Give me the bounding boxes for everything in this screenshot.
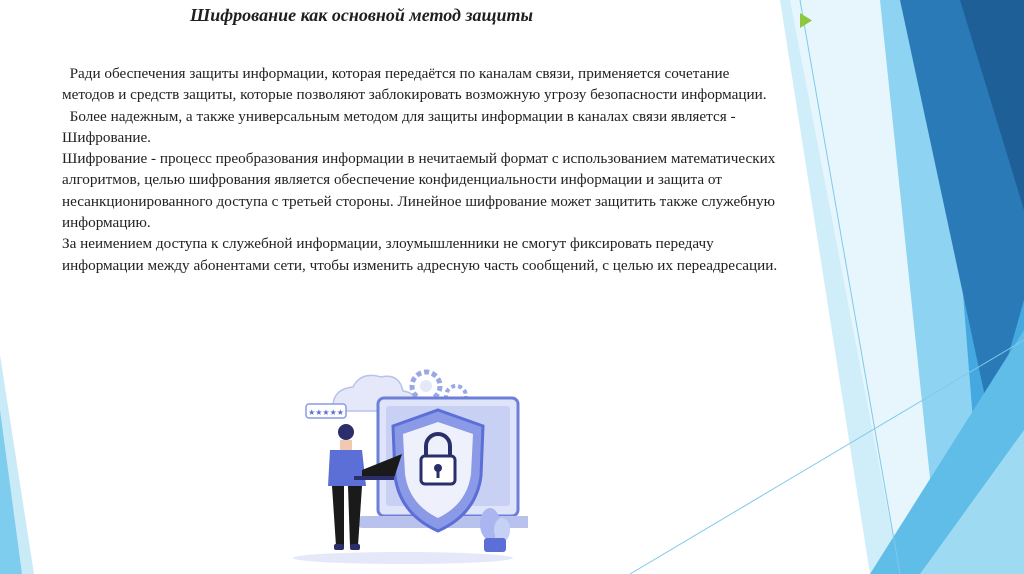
rating-badge (306, 404, 346, 418)
person-figure (328, 424, 366, 550)
paragraph-2: Более надежным, а также универсальным методом для защиты информации в каналах связи является - Шифрование. (62, 107, 736, 146)
floor-shadow (293, 552, 513, 564)
security-illustration (278, 366, 528, 568)
slide-body (62, 63, 782, 276)
rating-stars: ★★★★★ (308, 408, 344, 417)
paragraph-3: Шифрование - процесс преобразования информации в нечитаемый формат с использованием математических алгоритмов, целью шифрования является обеспечение конфиденциальности информации и защита от несанкционированного доступа с третьей стороны. Линейное шифрование может защитить также служебную информацию. (62, 150, 776, 232)
paragraph-4: За неимением доступа к служебной информации, злоумышленники не смогут фиксировать передачу информации между абонентами сети, чтобы изменить адресную часть сообщений, с целью их переадресации. (62, 235, 778, 274)
slide-title: Шифрование как основной метод защиты (190, 5, 533, 25)
paragraph-1: Ради обеспечения защиты информации, которая передаётся по каналам связи, применяется сочетание методов и средств защиты, которые позволяют заблокировать возможную угрозу безопасности информации. (62, 65, 767, 104)
